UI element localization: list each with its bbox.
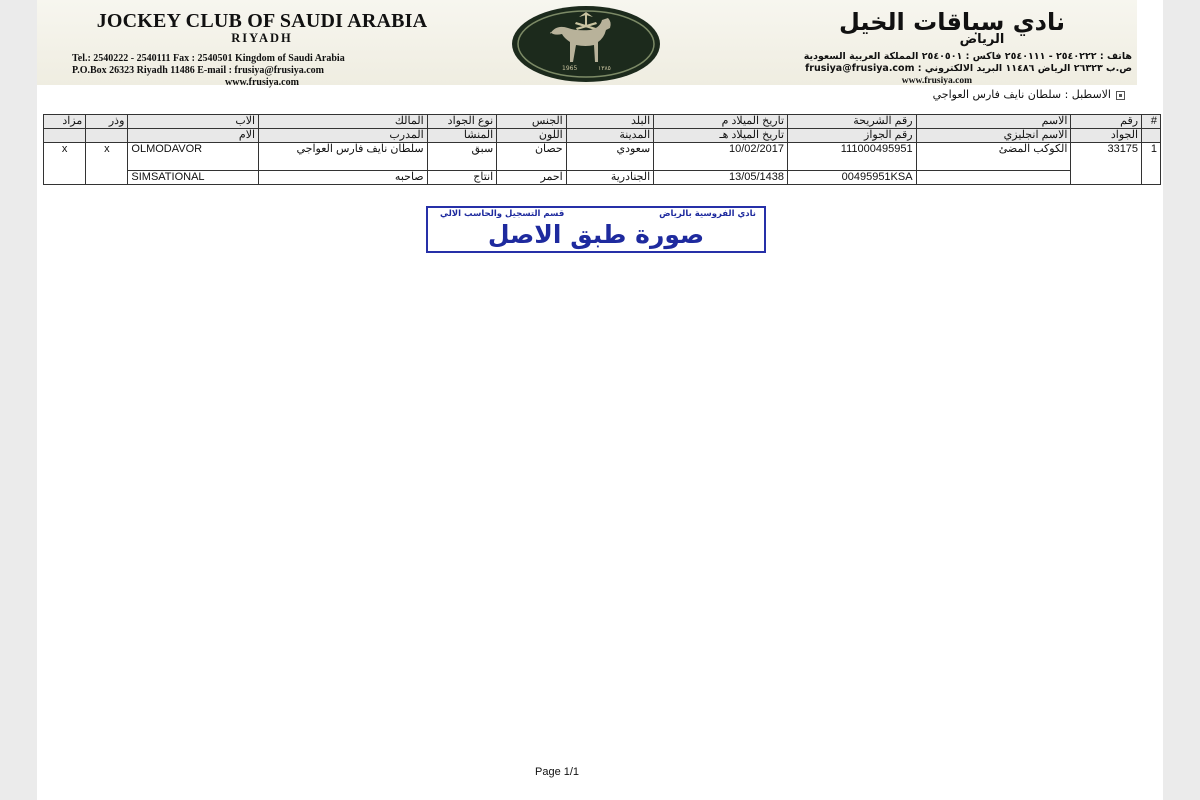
header-origin: المنشأ xyxy=(427,129,497,143)
header-sex: الجنس xyxy=(497,115,567,129)
document-page xyxy=(37,0,1163,800)
header-passport: رقم الجواز xyxy=(788,129,917,143)
club-logo xyxy=(510,4,662,82)
header-blank xyxy=(44,129,86,143)
cell-sire: OLMODAVOR xyxy=(128,143,259,171)
stable-owner-text: الاسطبل : سلطان نايف فارس العواجي xyxy=(932,88,1111,101)
header-owner: المالك xyxy=(259,115,428,129)
header-sire: الاب xyxy=(128,115,259,129)
header-chip: رقم الشريحة xyxy=(788,115,917,129)
city-arabic: الرياض xyxy=(959,32,1005,47)
logo-year-left: 1965 xyxy=(562,65,578,72)
cell-owner: سلطان نايف فارس العواجي xyxy=(259,143,428,171)
letterhead xyxy=(37,0,1137,88)
stable-owner-line xyxy=(933,88,1125,101)
header-name-english: الاسم انجليزي xyxy=(916,129,1071,143)
cell-dob-gregorian: 10/02/2017 xyxy=(654,143,788,171)
certified-copy-stamp xyxy=(426,206,766,253)
address-line-arabic: ص.ب ٢٦٣٢٣ الرياض ١١٤٨٦ البريد الالكتروني : frusiya@frusiya.com xyxy=(805,63,1132,74)
header-country: البلد xyxy=(566,115,653,129)
header-row-1 xyxy=(44,115,1161,129)
cell-trainer: صاحبه xyxy=(259,171,428,185)
address-line-english: P.O.Box 26323 Riyadh 11486 E-mail : frusiya@frusiya.com xyxy=(72,65,324,76)
header-name: الاسم xyxy=(916,115,1071,129)
header-auction: مزاد xyxy=(44,115,86,129)
page-number: Page 1/1 xyxy=(535,766,580,778)
website-arabic: www.frusiya.com xyxy=(901,76,972,86)
cell-sex: حصان xyxy=(497,143,567,171)
contact-line-english: Tel.: 2540222 - 2540111 Fax : 2540501 Kingdom of Saudi Arabia xyxy=(72,53,345,64)
website-english: www.frusiya.com xyxy=(225,77,299,88)
table-row xyxy=(44,143,1161,171)
cell-horse-no: 33175 xyxy=(1071,143,1142,185)
cell-country: سعودي xyxy=(566,143,653,171)
header-blank xyxy=(86,129,128,143)
cell-name: الكوكب المضئ xyxy=(916,143,1071,171)
header-dob-hijri: تاريخ الميلاد هـ xyxy=(654,129,788,143)
cell-dob-hijri: 13/05/1438 xyxy=(654,171,788,185)
header-city: المدينة xyxy=(566,129,653,143)
header-index: # xyxy=(1142,115,1161,129)
table-row xyxy=(44,171,1161,185)
header-dob-gregorian: تاريخ الميلاد م xyxy=(654,115,788,129)
header-row-2 xyxy=(44,129,1161,143)
header-horse-type: نوع الجواد xyxy=(427,115,497,129)
club-name-arabic: نادي سباقات الخيل xyxy=(838,8,1066,36)
header-color: اللون xyxy=(497,129,567,143)
city-english: RIYADH xyxy=(231,31,293,45)
cell-auction: x xyxy=(44,143,86,185)
stamp-club-name: نادي الفروسية بالرياض xyxy=(659,209,756,219)
cell-wthr: x xyxy=(86,143,128,185)
stamp-department: قسم التسجيل والحاسب الالي xyxy=(440,209,565,219)
cell-passport: 00495951KSA xyxy=(788,171,917,185)
stamp-main-text: صورة طبق الاصل xyxy=(487,220,705,249)
cell-type: سبق xyxy=(427,143,497,171)
cell-city: الجنادرية xyxy=(566,171,653,185)
cell-name-english xyxy=(916,171,1071,185)
header-dam: الام xyxy=(128,129,259,143)
cell-color: احمر xyxy=(497,171,567,185)
header-horse-no: رقم xyxy=(1071,115,1142,129)
cell-origin: انتاج xyxy=(427,171,497,185)
header-wthr: وذر xyxy=(86,115,128,129)
cell-chip: 111000495951 xyxy=(788,143,917,171)
cell-index: 1 xyxy=(1142,143,1161,185)
header-blank xyxy=(1142,129,1161,143)
letterhead-english xyxy=(72,10,492,89)
cell-dam: SIMSATIONAL xyxy=(128,171,259,185)
header-horse-label: الجواد xyxy=(1071,129,1142,143)
letterhead-arabic xyxy=(677,8,1132,87)
logo-year-right: ١٣٨٥ xyxy=(598,65,611,72)
collapse-box-icon[interactable] xyxy=(1116,91,1125,100)
contact-line-arabic: هاتف : ٢٥٤٠٢٢٢ - ٢٥٤٠١١١ فاكس : ٢٥٤٠٥٠١ المملكة العربية السعودية xyxy=(803,51,1132,62)
header-trainer: المدرب xyxy=(259,129,428,143)
horse-registry-table xyxy=(43,114,1161,185)
club-name-english: JOCKEY CLUB OF SAUDI ARABIA xyxy=(96,10,428,32)
